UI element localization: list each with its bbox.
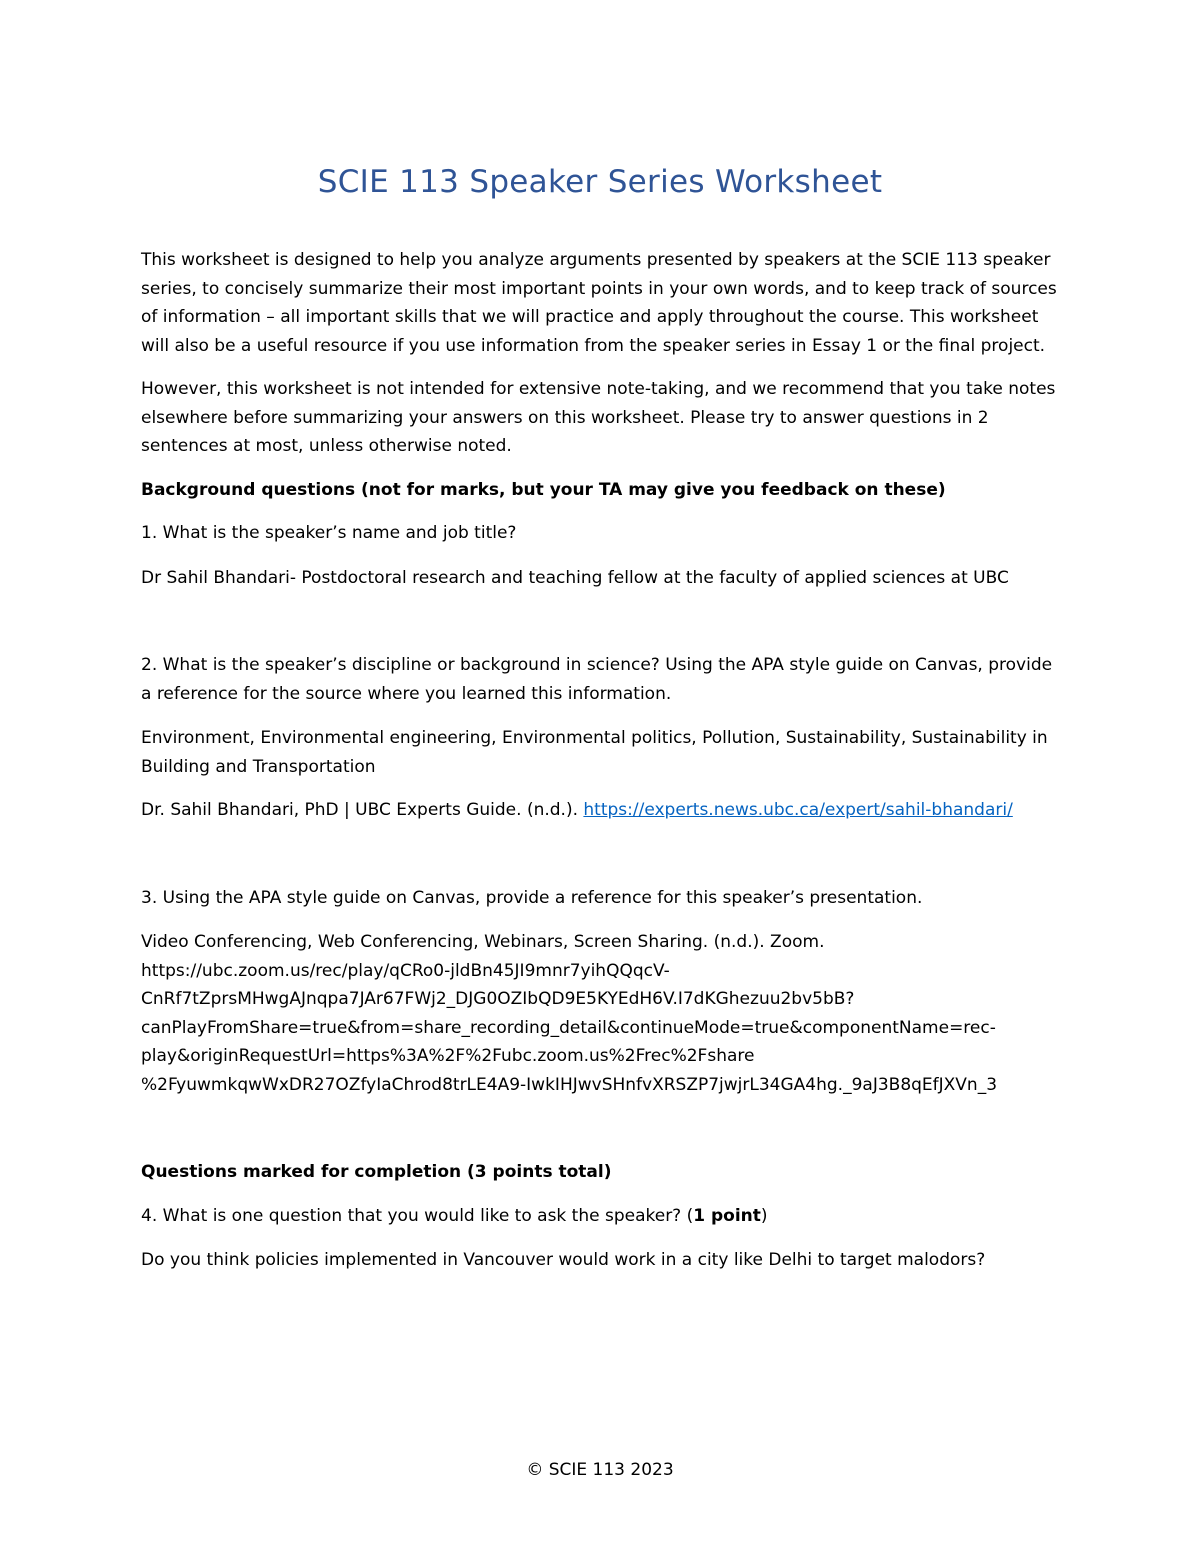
intro-paragraph-2: However, this worksheet is not intended for extensive note-taking, and we recommend that you take notes elsewhere before summarizing your answers on this worksheet. Please try to answer questions in 2 sentences at most, unless otherwise noted. xyxy=(141,379,1056,456)
answer-3-line: play&originRequestUrl=https%3A%2F%2Fubc.zoom.us%2Frec%2Fshare xyxy=(141,1046,755,1066)
answer-3-line: Video Conferencing, Web Conferencing, Webinars, Screen Sharing. (n.d.). Zoom. xyxy=(141,932,825,952)
answer-3-line: canPlayFromShare=true&from=share_recording_detail&continueMode=true&componentName=rec- xyxy=(141,1017,996,1038)
answer-3 xyxy=(141,928,1061,1099)
page-footer: © SCIE 113 2023 xyxy=(526,1460,674,1480)
page-title: SCIE 113 Speaker Series Worksheet xyxy=(317,164,883,200)
completion-heading: Questions marked for completion (3 points total) xyxy=(141,1162,612,1182)
background-heading: Background questions (not for marks, but your TA may give you feedback on these) xyxy=(141,479,946,500)
answer-3-line: %2FyuwmkqwWxDR27OZfyIaChrod8trLE4A9-IwkIHJwvSHnfvXRSZP7jwjrL34GA4hg._9aJ3B8qEfJXVn_3 xyxy=(141,1074,998,1095)
question-2: 2. What is the speaker’s discipline or background in science? Using the APA style guide on Canvas, provide a reference for the source where you learned this information. xyxy=(141,655,1053,704)
question-4-text: 4. What is one question that you would like to ask the speaker? ( xyxy=(141,1205,694,1226)
reference-text: Dr. Sahil Bhandari, PhD | UBC Experts Guide. (n.d.). xyxy=(141,800,584,820)
answer-2: Environment, Environmental engineering, Environmental politics, Pollution, Sustainability, Sustainability in Building and Transportation xyxy=(141,728,1048,777)
question-4-points: 1 point xyxy=(693,1205,761,1226)
question-1: 1. What is the speaker’s name and job title? xyxy=(141,523,517,543)
spacer xyxy=(141,840,1061,884)
spacer xyxy=(141,607,1061,651)
question-4 xyxy=(141,1202,1061,1231)
spacer xyxy=(141,1114,1061,1158)
question-3: 3. Using the APA style guide on Canvas, provide a reference for this speaker’s presentation. xyxy=(141,887,923,908)
answer-2-reference xyxy=(141,796,1061,825)
answer-4: Do you think policies implemented in Vancouver would work in a city like Delhi to target malodors? xyxy=(141,1250,986,1270)
answer-3-line: https://ubc.zoom.us/rec/play/qCRo0-jldBn45JI9mnr7yihQQqcV- xyxy=(141,960,670,981)
intro-paragraph-1: This worksheet is designed to help you analyze arguments presented by speakers at the SCIE 113 speaker series, to concisely summarize their most important points in your own words, and to keep track of sources of information – all important skills that we will practice and apply throughout the course. This worksheet will also be a useful resource if you use information from the speaker series in Essay 1 or the final project. xyxy=(141,250,1057,356)
answer-1: Dr Sahil Bhandari- Postdoctoral research and teaching fellow at the faculty of applied sciences at UBC xyxy=(141,567,1009,588)
reference-link[interactable]: https://experts.news.ubc.ca/expert/sahil-bhandari/ xyxy=(583,800,1013,820)
question-4-close: ) xyxy=(760,1205,768,1226)
answer-3-line: CnRf7tZprsMHwgAJnqpa7JAr67FWj2_DJG0OZIbQD9E5KYEdH6V.I7dKGhezuu2bv5bB? xyxy=(141,989,855,1009)
document-body xyxy=(141,246,1061,1290)
